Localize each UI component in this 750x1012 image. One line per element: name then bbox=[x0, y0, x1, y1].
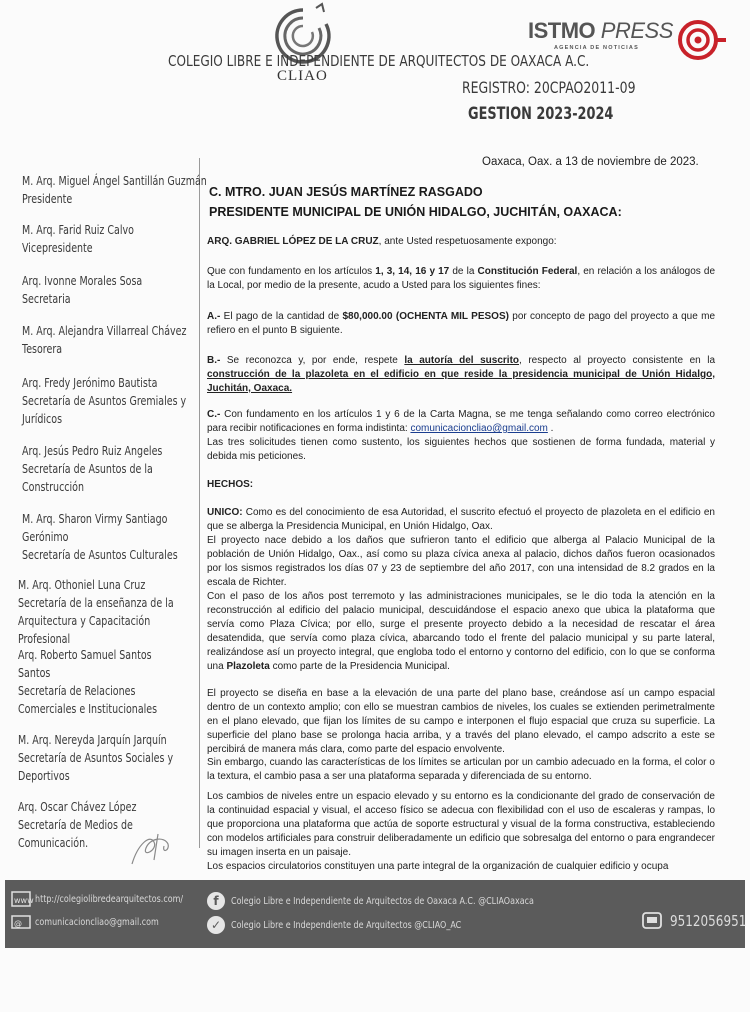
paragraph-reconstruction bbox=[207, 590, 715, 673]
paragraph-text: como parte de la Presidencia Municipal. bbox=[269, 660, 450, 672]
member-culturales bbox=[22, 510, 178, 564]
request-c-text: Con fundamento en los artículos 1 y 6 de la Carta Magna, se me tenga señalando como correo electrónico para recibir notificaciones en forma indistinta: bbox=[207, 409, 715, 434]
sender-text: , ante Usted respetuosamente expongo: bbox=[378, 236, 557, 247]
intro-articles: 1, 3, 14, 16 y 17 bbox=[375, 266, 450, 277]
member-vicepresident bbox=[22, 221, 208, 257]
request-a-amount: $80,000.00 (OCHENTA MIL PESOS) bbox=[342, 311, 509, 322]
sidebar-divider bbox=[199, 158, 200, 848]
letter-date: Oaxaca, Oax. a 13 de noviembre de 2023. bbox=[482, 156, 699, 168]
member-name: M. Arq. Nereyda Jarquín Jarquín bbox=[18, 732, 167, 747]
request-b-label: B.- bbox=[207, 355, 221, 366]
member-construccion bbox=[22, 442, 174, 496]
unico-label: UNICO: bbox=[207, 507, 243, 518]
member-name: Arq. Ivonne Morales Sosa bbox=[22, 273, 143, 288]
request-b-text: , respecto al proyecto consistente en la bbox=[519, 355, 716, 366]
svg-text:@: @ bbox=[14, 919, 22, 928]
paragraph-levels: Los cambios de niveles entre un espacio elevado y su entorno es la condicionante del grado de conservación de la continuidad espacial y visual, el acceso físico se adecua con flexibilidad con el uso de escaleras y rampas, lo que proporciona una plataforma que actúa de soporte estructural y visual de la forma constructiva, estableciendo con modelos artificiales para construir deliberadamente un edificio que sobresalga del entorno o para engrandecer su imagen inserta en un paisaje. bbox=[207, 791, 715, 858]
intro-text: , en relación a los análogos de la Local, por medio de la presente, acudo a Usted para los siguientes fines: bbox=[207, 266, 716, 291]
member-name: Arq. Roberto Samuel Santos Santos bbox=[18, 647, 152, 680]
member-role: Secretaría de Relaciones Comerciales e Institucionales bbox=[18, 683, 158, 716]
svg-text:www: www bbox=[14, 896, 34, 905]
member-secretary bbox=[22, 272, 208, 308]
request-a bbox=[207, 310, 715, 338]
management-period: GESTION 2023-2024 bbox=[468, 104, 614, 123]
paragraph-origin: El proyecto nace debido a los daños que sufrieron tanto el edificio que alberga al Palacio Municipal de la población de Unión Hidalgo, Oax., así como su plaza cívica anexa al palacio, dichos daños fueron ocasionados por los sismos registrados los días 07 y 23 de septiembre del año 2017, con una intensidad de 8.2 grados en la escala de Richter. bbox=[207, 535, 715, 588]
request-b-text: Se reconozca y, por ende, respete bbox=[220, 355, 405, 366]
paragraph-text: Con el paso de los años post terremoto y las administraciones municipales, se le dio toda la atención en la reconstrucción al edificio del palacio municipal, descuidándose el espacio anexo que ubica la plataforma que servía como Plaza Cívica; por ello, surge el presente proyecto debido a la necesidad de rescatar el área desatendida, que servía como plaza cívica, abarcando todo el frente del palacio municipal y su parte lateral, realizándose así un proyecto integral, que engloba todo el entorno y contorno del edificio, con lo que se conforma una bbox=[207, 591, 715, 672]
istmo-press-target-icon bbox=[676, 18, 728, 67]
request-b-authorship: la autoría del suscrito bbox=[404, 355, 520, 366]
sustento-paragraph: Las tres solicitudes tienen como sustento, los siguientes hechos que sostienen de forma fundada, material y debida mis peticiones. bbox=[207, 437, 715, 462]
member-sociales bbox=[18, 731, 189, 785]
request-b-project: construcción de la plazoleta en el edificio en que reside la presidencia municipal de Unión Hidalgo, Juchitán, Oaxaca. bbox=[207, 368, 715, 394]
intro-text: Que con fundamento en los artículos bbox=[207, 266, 376, 277]
request-c bbox=[207, 408, 715, 436]
member-name: Arq. Jesús Pedro Ruiz Angeles bbox=[22, 443, 163, 458]
member-gremiales bbox=[22, 374, 197, 428]
facebook-icon: f bbox=[207, 892, 225, 910]
paragraph-limits: Sin embargo, cuando las características de los límites se articulan por un cambio adecuado en la forma, el color o la textura, el cambio pasa a ser una plataforma separada y diferenciada de su entorno. bbox=[207, 757, 715, 782]
request-c-label: C.- bbox=[207, 409, 221, 420]
member-name: M. Arq. Miguel Ángel Santillán Guzmán bbox=[22, 173, 207, 188]
sender-name: ARQ. GABRIEL LÓPEZ DE LA CRUZ bbox=[207, 236, 379, 247]
member-role: Secretaría de Asuntos Sociales y Deportivos bbox=[18, 750, 174, 783]
footer-bar bbox=[5, 880, 745, 948]
request-a-text: por concepto de pago del proyecto a que me refiero en el punto B siguiente. bbox=[207, 311, 715, 336]
request-a-label: A.- bbox=[207, 311, 221, 322]
cliao-logo-text: CLIAO bbox=[277, 68, 328, 84]
sender-paragraph bbox=[207, 235, 715, 249]
istmo-press-subtitle: AGENCIA DE NOTICIAS bbox=[554, 45, 639, 51]
member-treasurer bbox=[22, 322, 208, 358]
member-name: M. Arq. Farid Ruiz Calvo bbox=[22, 222, 134, 237]
notification-email-link[interactable]: comunicacioncliao@gmail.com bbox=[410, 422, 548, 434]
request-a-text: El pago de la cantidad de bbox=[220, 311, 343, 322]
request-c-text: . bbox=[547, 422, 554, 434]
member-ensenanza bbox=[18, 576, 200, 648]
unico-text: Como es del conocimiento de esa Autoridad, el suscrito efectuó el proyecto de plazoleta en el edificio en que se alberga la Presidencia Municipal, en Unión Hidalgo, Oax. bbox=[207, 507, 715, 532]
member-role: Secretaría de la enseñanza de la Arquitectura y Capacitación Profesional bbox=[18, 595, 174, 646]
member-role: Secretaría de Asuntos Gremiales y Jurídicos bbox=[22, 393, 187, 426]
intro-text: de la bbox=[449, 266, 478, 277]
member-president bbox=[22, 172, 208, 208]
recipient-block bbox=[209, 182, 622, 222]
member-role: Secretaría de Asuntos Culturales bbox=[22, 547, 178, 562]
registration-number: REGISTRO: 20CPAO2011-09 bbox=[462, 78, 636, 97]
press-word: PRESS bbox=[600, 18, 673, 43]
member-name: M. Arq. Othoniel Luna Cruz bbox=[18, 577, 146, 592]
member-name: Arq. Oscar Chávez López bbox=[18, 799, 137, 814]
istmo-press-name bbox=[528, 18, 673, 44]
paragraph-circulation: Los espacios circulatorios constituyen una parte integral de la organización de cualquier edificio y ocupa bbox=[207, 861, 669, 872]
member-relaciones bbox=[18, 646, 170, 718]
twitter-icon: ✓ bbox=[207, 916, 225, 934]
footer-website-link[interactable]: http://colegiolibredearquitectos.com/ bbox=[35, 894, 184, 905]
member-name: M. Arq. Sharon Virmy Santiago Gerónimo bbox=[22, 511, 168, 544]
college-name: COLEGIO LIBRE E INDEPENDIENTE DE ARQUITECTOS DE OAXACA A.C. bbox=[168, 52, 590, 70]
member-role: Vicepresidente bbox=[22, 240, 93, 255]
intro-constitution: Constitución Federal bbox=[477, 266, 578, 277]
footer-facebook-link[interactable]: Colegio Libre e Independiente de Arquitectos de Oaxaca A.C. @CLIAOaxaca bbox=[231, 896, 534, 907]
member-role: Secretaría de Asuntos de la Construcción bbox=[22, 461, 153, 494]
member-role: Presidente bbox=[22, 191, 73, 206]
footer-email-link[interactable]: comunicacioncliao@gmail.com bbox=[35, 917, 159, 928]
recipient-title: PRESIDENTE MUNICIPAL DE UNIÓN HIDALGO, JUCHITÁN, OAXACA: bbox=[209, 205, 622, 219]
member-role: Secretaria bbox=[22, 291, 71, 306]
footer-twitter-link[interactable]: Colegio Libre e Independiente de Arquitectos @CLIAO_AC bbox=[231, 920, 462, 931]
member-role: Tesorera bbox=[22, 341, 63, 356]
hechos-heading: HECHOS: bbox=[207, 479, 254, 490]
signature-scribble bbox=[124, 824, 184, 879]
email-icon bbox=[11, 914, 31, 930]
member-name: Arq. Fredy Jerónimo Bautista bbox=[22, 375, 158, 390]
member-name: M. Arq. Alejandra Villarreal Chávez bbox=[22, 323, 187, 338]
member-role: Secretaría de Medios de Comunicación. bbox=[18, 817, 133, 850]
footer-phone-number: 9512056951 bbox=[670, 912, 747, 930]
intro-paragraph bbox=[207, 265, 715, 293]
recipient-name: C. MTRO. JUAN JESÚS MARTÍNEZ RASGADO bbox=[209, 185, 483, 199]
unico-paragraph bbox=[207, 506, 715, 534]
paragraph-design: El proyecto se diseña en base a la elevación de una parte del plano base, creándose así un campo espacial dentro de un contexto amplio; con ello se muestran cambios de niveles, los cuales se extienden perimetralmente en el plano elevado, que fijan los límites de su campo e interponen el flujo espacial que cruza su superficie. La superficie del plano base se prolonga hacia arriba, y a través del plano elevado, el campo adscrito a este se percibirá de manera más clara, como parte del espacio envolvente. bbox=[207, 688, 715, 755]
plazoleta-term: Plazoleta bbox=[226, 660, 270, 672]
globe-icon bbox=[11, 890, 34, 908]
request-b bbox=[207, 354, 715, 396]
istmo-word: ISTMO bbox=[528, 18, 596, 43]
phone-icon bbox=[641, 910, 663, 932]
